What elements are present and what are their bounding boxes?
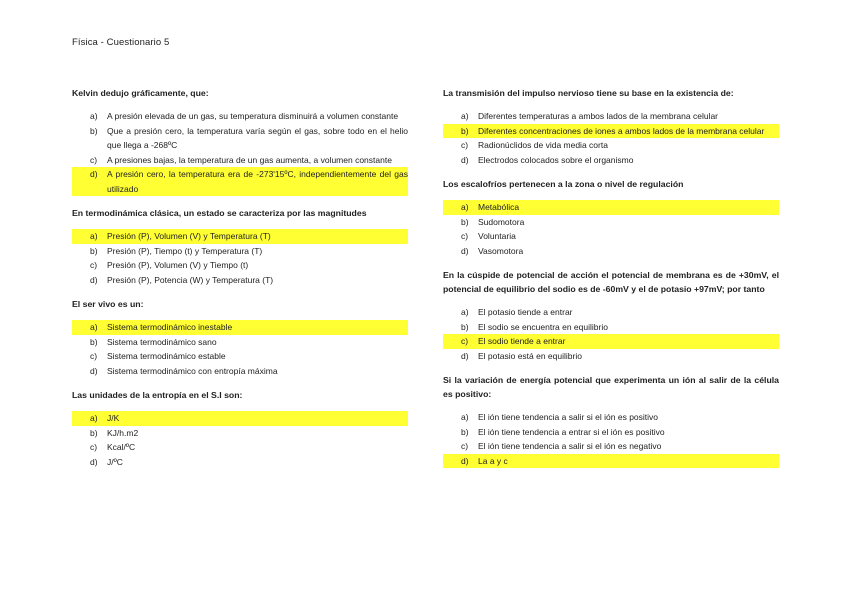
option-text-highlighted: La a y c: [478, 454, 779, 469]
option-item: [443, 153, 779, 168]
option-letter: b): [461, 216, 469, 227]
options-list: [72, 411, 408, 469]
option-letter: d): [90, 274, 98, 285]
question-block: [72, 206, 408, 287]
option-text-highlighted: Diferentes concentraciones de iones a ambos lados de la membrana celular: [478, 124, 779, 139]
question-text: Las unidades de la entropía en el S.I son:: [72, 390, 243, 400]
option-text-highlighted: Sistema termodinámico inestable: [107, 320, 408, 335]
option-item: [72, 167, 408, 196]
option-text: Electrodos colocados sobre el organismo: [478, 154, 634, 165]
option-text: Kcal/ºC: [107, 442, 136, 452]
option-letter: d): [461, 154, 469, 165]
option-item: [72, 109, 408, 124]
option-text: Que a presión cero, la temperatura varía según el gas, sobre todo en el helio que llega a -268ºC: [107, 125, 408, 150]
question-text: En termodinámica clásica, un estado se caracteriza por las magnitudes: [72, 208, 367, 218]
option-item: [443, 229, 779, 244]
option-letter: b): [90, 245, 98, 256]
options-list: [72, 320, 408, 378]
option-letter: a): [461, 307, 469, 317]
option-text: Diferentes temperaturas a ambos lados de la membrana celular: [478, 111, 719, 121]
option-letter: b): [90, 336, 98, 347]
option-text-highlighted: A presión cero, la temperatura era de -273'15ºC, independientemente del gas utilizado: [107, 167, 408, 196]
option-letter: a): [90, 111, 98, 121]
option-letter: a): [72, 229, 107, 244]
question-text: Si la variación de energía potencial que experimenta un ión al salir de la célula es positivo:: [443, 375, 779, 399]
question-block: [443, 373, 779, 468]
left-column: [72, 80, 408, 479]
options-list: [443, 410, 779, 468]
option-item: [72, 411, 408, 426]
option-item: [72, 426, 408, 441]
option-text: J/ºC: [107, 456, 123, 467]
option-letter: d): [461, 350, 469, 361]
option-letter: b): [461, 321, 469, 332]
option-letter: c): [90, 154, 98, 165]
option-item: [443, 200, 779, 215]
option-letter: c): [461, 140, 469, 150]
option-item: [443, 410, 779, 425]
option-text: Presión (P), Volumen (V) y Tiempo (t): [107, 260, 249, 270]
options-list: [443, 109, 779, 167]
option-text: Radionúclidos de vida media corta: [478, 140, 608, 150]
option-letter: c): [461, 441, 469, 451]
option-letter: a): [72, 411, 107, 426]
question-block: [72, 297, 408, 378]
option-item: [72, 455, 408, 470]
option-item: [72, 153, 408, 168]
option-text-highlighted: Presión (P), Volumen (V) y Temperatura (T): [107, 229, 408, 244]
option-item: [72, 124, 408, 153]
option-letter: a): [461, 412, 469, 422]
option-letter: d): [461, 245, 469, 256]
question-text: El ser vivo es un:: [72, 299, 144, 309]
options-list: [72, 229, 408, 287]
option-text: Presión (P), Potencia (W) y Temperatura (T): [107, 274, 274, 285]
option-text: KJ/h.m2: [107, 427, 139, 438]
page-header: Física - Cuestionario 5: [72, 37, 170, 48]
option-letter: d): [90, 365, 98, 376]
question-text: La transmisión del impulso nervioso tiene su base en la existencia de:: [443, 88, 734, 98]
question-block: [72, 86, 408, 196]
options-list: [72, 109, 408, 196]
option-item: [72, 273, 408, 288]
option-item: [443, 320, 779, 335]
option-item: [443, 454, 779, 469]
option-text-highlighted: El sodio tiende a entrar: [478, 334, 779, 349]
option-letter: b): [443, 124, 478, 139]
option-item: [72, 349, 408, 364]
option-text: Voluntaria: [478, 231, 516, 241]
option-letter: a): [443, 200, 478, 215]
option-item: [443, 425, 779, 440]
option-item: [443, 124, 779, 139]
option-item: [443, 439, 779, 454]
option-text: El ión tiene tendencia a salir si el ión es negativo: [478, 441, 662, 451]
option-letter: d): [90, 456, 98, 467]
option-item: [72, 335, 408, 350]
option-item: [72, 364, 408, 379]
option-text: El ión tiene tendencia a salir si el ión es positivo: [478, 412, 659, 422]
option-text-highlighted: J/K: [107, 411, 408, 426]
option-letter: c): [90, 260, 98, 270]
option-letter: c): [443, 334, 478, 349]
option-item: [443, 305, 779, 320]
option-item: [443, 215, 779, 230]
option-item: [72, 244, 408, 259]
question-text: Kelvin dedujo gráficamente, que:: [72, 88, 209, 98]
option-letter: c): [90, 442, 98, 452]
question-text: Los escalofríos pertenecen a la zona o nivel de regulación: [443, 179, 684, 189]
question-block: [443, 177, 779, 258]
option-text: Presión (P), Tiempo (t) y Temperatura (T): [107, 245, 263, 256]
option-item: [443, 244, 779, 259]
option-item: [72, 258, 408, 273]
option-letter: b): [90, 427, 98, 438]
option-text: El potasio está en equilibrio: [478, 350, 582, 361]
option-text: Vasomotora: [478, 245, 524, 256]
option-item: [443, 109, 779, 124]
option-item: [72, 320, 408, 335]
option-text: Sistema termodinámico con entropía máxima: [107, 365, 278, 376]
option-text: Sistema termodinámico sano: [107, 336, 217, 347]
option-letter: a): [72, 320, 107, 335]
option-letter: c): [461, 231, 469, 241]
option-text: A presiones bajas, la temperatura de un gas aumenta, a volumen constante: [107, 154, 392, 165]
option-text: El sodio se encuentra en equilibrio: [478, 321, 608, 332]
options-list: [443, 305, 779, 363]
question-block: [443, 86, 779, 167]
option-text: El potasio tiende a entrar: [478, 307, 573, 317]
option-text: El ión tiene tendencia a entrar si el ión es positivo: [478, 426, 665, 437]
option-letter: a): [461, 111, 469, 121]
option-item: [443, 334, 779, 349]
right-column: [443, 80, 779, 478]
option-text: Sistema termodinámico estable: [107, 351, 226, 361]
option-letter: b): [90, 125, 98, 136]
option-text-highlighted: Metabólica: [478, 200, 779, 215]
option-letter: d): [443, 454, 478, 469]
option-text: Sudomotora: [478, 216, 525, 227]
options-list: [443, 200, 779, 258]
option-item: [443, 138, 779, 153]
question-block: [443, 268, 779, 363]
option-item: [72, 229, 408, 244]
option-letter: b): [461, 426, 469, 437]
question-block: [72, 388, 408, 469]
option-letter: d): [72, 167, 107, 196]
option-letter: c): [90, 351, 98, 361]
option-item: [72, 440, 408, 455]
option-text: A presión elevada de un gas, su temperatura disminuirá a volumen constante: [107, 111, 399, 121]
option-item: [443, 349, 779, 364]
question-text: En la cúspide de potencial de acción el potencial de membrana es de +30mV, el potencial de equilibrio del sodio es de -60mV y el de potasio +97mV; por tanto: [443, 270, 779, 294]
